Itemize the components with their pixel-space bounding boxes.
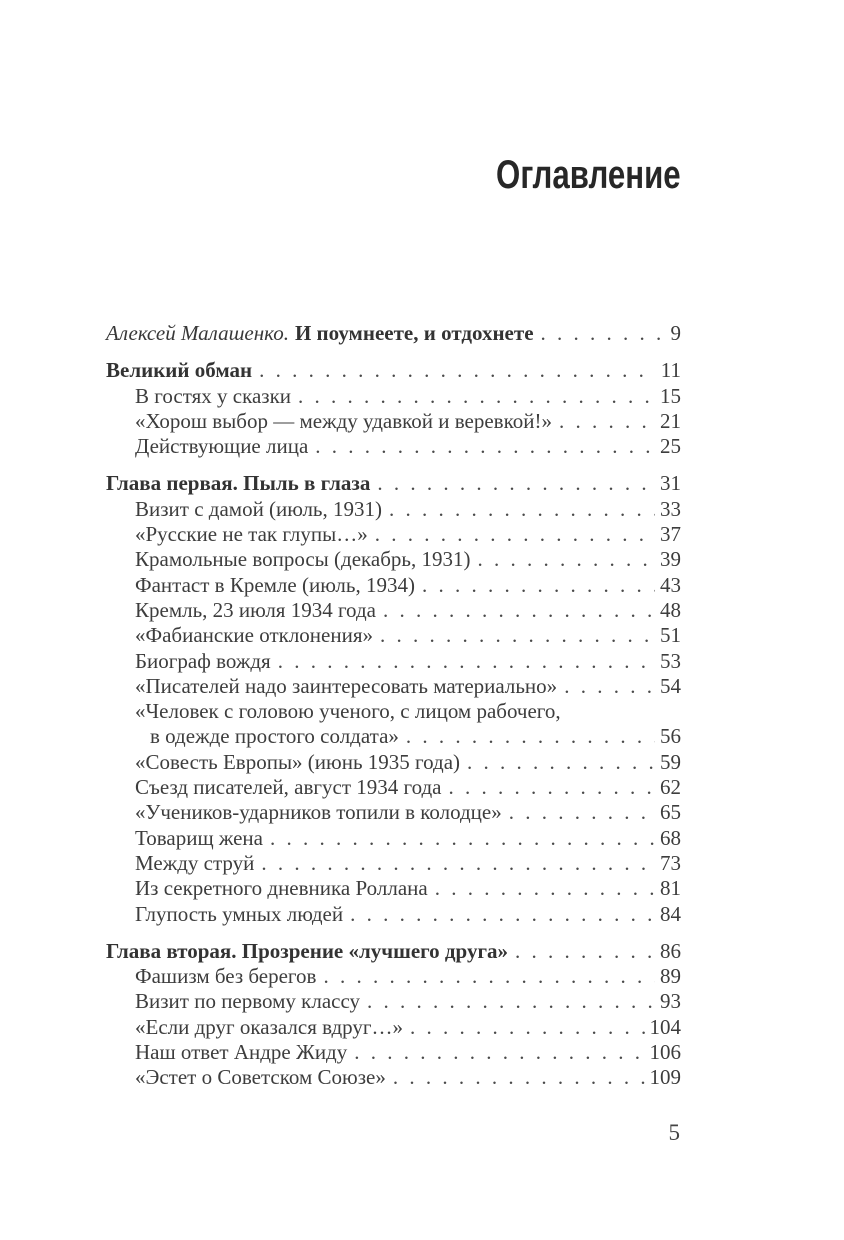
toc-entry-page: 93 — [660, 989, 681, 1014]
page-number: 5 — [668, 1120, 680, 1145]
toc-entry — [106, 724, 681, 749]
toc-entry-title: «Эстет о Советском Союзе» — [135, 1065, 386, 1090]
toc-entry-title: в одежде простого солдата» — [150, 724, 399, 749]
toc-entry-page: 25 — [660, 434, 681, 459]
toc-entry-title: «Фабианские отклонения» — [135, 623, 374, 648]
toc-entry-page: 11 — [660, 358, 681, 383]
toc-entry-title: Крамольные вопросы (декабрь, 1931) — [135, 547, 471, 572]
dot-leader — [252, 358, 656, 383]
toc-entry-title: «Писателей надо заинтересовать материально» — [135, 673, 558, 698]
toc-entry — [106, 573, 681, 598]
toc-entry — [106, 522, 681, 547]
toc-entry-page: 15 — [660, 383, 681, 408]
toc-entry-title: Фантаст в Кремле (июль, 1934) — [135, 572, 415, 597]
toc-entry-page: 56 — [660, 724, 681, 749]
toc-entry-page: 73 — [660, 850, 681, 875]
toc-entry — [106, 674, 681, 699]
toc-entry — [106, 1040, 681, 1065]
toc-entry-page: 9 — [670, 321, 681, 345]
dot-leader — [370, 471, 655, 496]
toc-entry-page: 68 — [660, 825, 681, 850]
dot-leader — [471, 547, 656, 572]
dot-leader — [263, 826, 655, 851]
dot-leader — [373, 623, 655, 648]
toc-entry-page: 84 — [660, 901, 681, 926]
toc-entry-page: 39 — [660, 547, 681, 572]
toc-entry-page: 59 — [660, 749, 681, 774]
toc-entry — [106, 358, 681, 383]
toc-entry — [106, 434, 681, 459]
toc-entry — [106, 826, 681, 851]
dot-leader — [382, 497, 655, 522]
toc-list — [106, 321, 681, 1091]
toc-entry-title: Наш ответ Андре Жиду — [135, 1040, 348, 1065]
toc-entry-author: Алексей Малашенко. — [106, 321, 289, 345]
dot-leader — [557, 674, 655, 699]
toc-entry-title: Между струй — [135, 850, 255, 875]
dot-leader — [347, 1040, 644, 1065]
dot-leader — [271, 649, 655, 674]
toc-entry-title: Товарищ жена — [135, 825, 263, 850]
toc-entry — [106, 699, 681, 724]
toc-entry — [106, 876, 681, 901]
toc-entry-page: 37 — [660, 522, 681, 547]
dot-leader — [343, 902, 655, 927]
toc-entry-page: 21 — [660, 408, 681, 433]
dot-leader — [360, 989, 655, 1014]
toc-entry — [106, 547, 681, 572]
toc-entry-page: 104 — [649, 1014, 681, 1039]
toc-entry-page: 54 — [660, 673, 681, 698]
toc-entry-page: 53 — [660, 648, 681, 673]
dot-leader — [502, 800, 655, 825]
toc-entry-title: «Хорош выбор — между удавкой и веревкой!» — [135, 408, 552, 433]
dot-leader — [254, 851, 655, 876]
toc-entry-page: 33 — [660, 496, 681, 521]
dot-leader — [308, 434, 655, 459]
toc-entry-title: Визит с дамой (июль, 1931) — [135, 496, 383, 521]
dot-leader — [399, 724, 655, 749]
toc-entry-title: Действующие лица — [135, 434, 309, 459]
toc-entry — [106, 321, 681, 346]
toc-entry — [106, 649, 681, 674]
toc-entry-title: Кремль, 23 июля 1934 года — [135, 597, 376, 622]
toc-entry — [106, 964, 681, 989]
dot-leader — [376, 598, 655, 623]
toc-entry — [106, 775, 681, 800]
toc-entry-title: Из секретного дневника Роллана — [135, 876, 428, 901]
toc-entry-title: «Русские не так глупы…» — [135, 522, 368, 547]
toc-entry-title: Фашизм без берегов — [135, 964, 317, 989]
dot-leader — [428, 876, 655, 901]
toc-entry-page: 109 — [649, 1065, 681, 1090]
toc-entry-page: 89 — [660, 964, 681, 989]
toc-entry — [106, 902, 681, 927]
toc-entry — [106, 623, 681, 648]
toc-entry — [106, 497, 681, 522]
toc-entry-title: Глава вторая. Прозрение «лучшего друга» — [106, 938, 508, 963]
toc-entry-page: 43 — [660, 572, 681, 597]
toc-entry-page: 62 — [660, 775, 681, 800]
toc-entry — [106, 989, 681, 1014]
toc-entry-title: В гостях у сказки — [135, 383, 292, 408]
toc-entry-title: «Человек с головою ученого, с лицом рабочего, — [135, 699, 561, 724]
page-title: Оглавление — [496, 152, 681, 197]
dot-leader — [442, 775, 656, 800]
toc-entry-title: «Если друг оказался вдруг…» — [135, 1014, 404, 1039]
dot-leader — [508, 939, 655, 964]
toc-entry — [106, 384, 681, 409]
dot-leader — [460, 750, 655, 775]
toc-entry-page: 106 — [649, 1040, 681, 1065]
toc-entry — [106, 851, 681, 876]
toc-entry-title: Глупость умных людей — [135, 901, 344, 926]
toc-entry-page: 86 — [660, 938, 681, 963]
toc-entry — [106, 750, 681, 775]
dot-leader — [403, 1015, 644, 1040]
toc-entry-page: 48 — [660, 597, 681, 622]
toc-entry-page: 31 — [660, 471, 681, 496]
toc-entry — [106, 1015, 681, 1040]
toc-entry-title: Визит по первому классу — [135, 989, 361, 1014]
dot-leader — [368, 522, 655, 547]
toc-entry — [106, 1065, 681, 1090]
toc-entry — [106, 939, 681, 964]
toc-entry — [106, 800, 681, 825]
toc-entry — [106, 409, 681, 434]
dot-leader — [386, 1065, 645, 1090]
toc-entry — [106, 471, 681, 496]
toc-entry-title: Съезд писателей, август 1934 года — [135, 775, 442, 800]
toc-entry-page: 51 — [660, 623, 681, 648]
toc-entry-title: «Учеников-ударников топили в колодце» — [135, 800, 502, 825]
toc-entry-title: Биограф вождя — [135, 648, 271, 673]
dot-leader — [316, 964, 655, 989]
dot-leader — [552, 409, 655, 434]
toc-entry-title: «Совесть Европы» (июнь 1935 года) — [135, 749, 461, 774]
toc-entry — [106, 598, 681, 623]
toc-entry-page: 81 — [660, 876, 681, 901]
toc-entry-title: Глава первая. Пыль в глаза — [106, 471, 371, 496]
toc-entry-title: И поумнеете, и отдохнете — [294, 321, 534, 345]
toc-entry-page: 65 — [660, 800, 681, 825]
dot-leader — [415, 573, 655, 598]
dot-leader — [534, 321, 666, 346]
toc-entry-title: Великий обман — [106, 358, 253, 383]
dot-leader — [291, 384, 655, 409]
